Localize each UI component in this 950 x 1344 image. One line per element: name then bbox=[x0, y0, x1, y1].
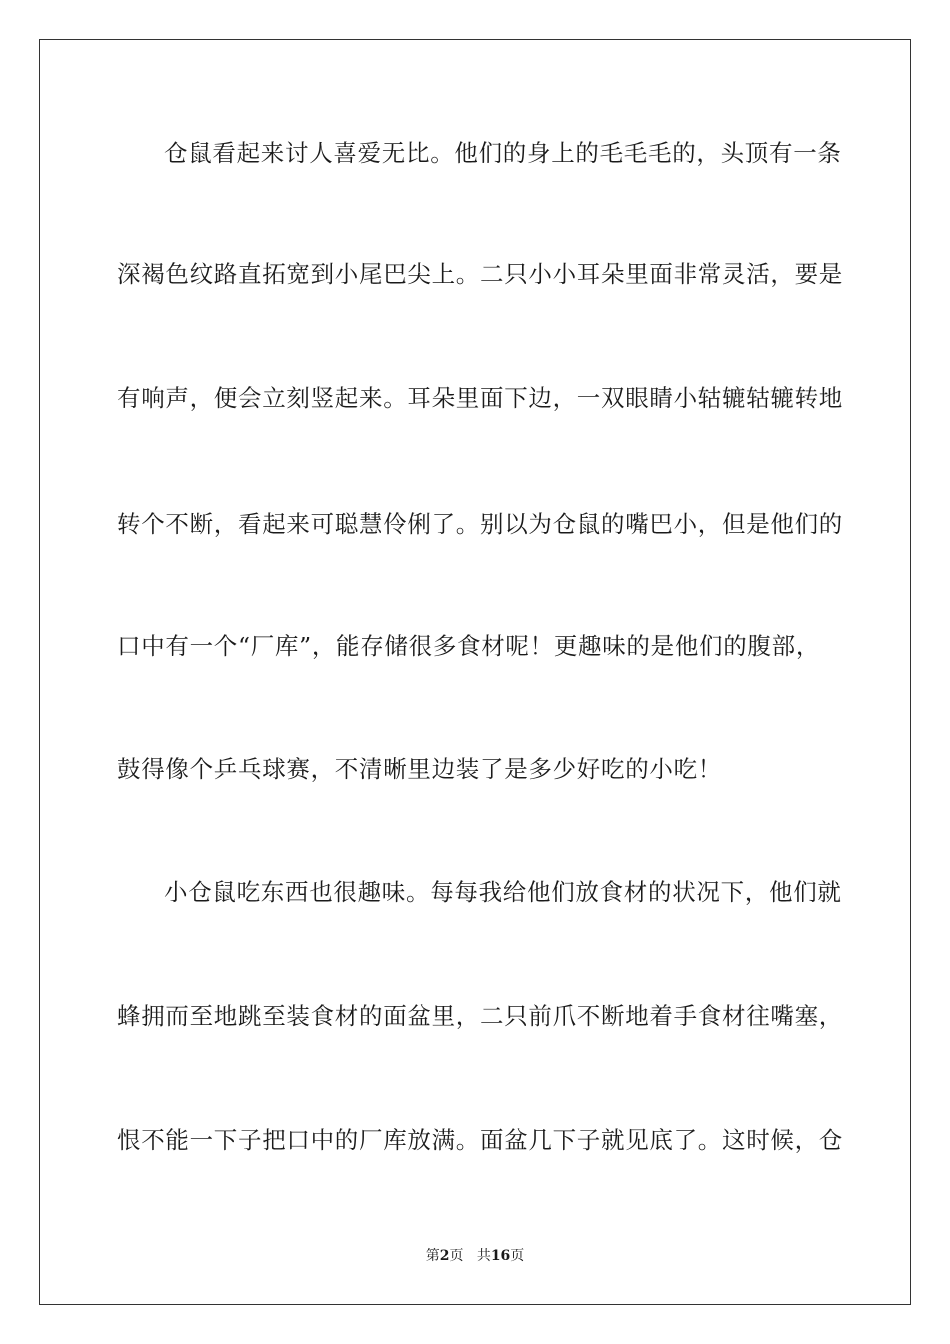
paragraph-1-line-5: 口中有一个“厂库”，能存储很多食材呢！更趣味的是他们的腹部， bbox=[117, 632, 821, 660]
paragraph-1-line-4: 转个不断，看起来可聪慧伶俐了。别以为仓鼠的嘴巴小，但是他们的 bbox=[117, 510, 843, 538]
paragraph-1-line-2: 深褐色纹路直拓宽到小尾巴尖上。二只小小耳朵里面非常灵活，要是 bbox=[117, 260, 843, 288]
total-prefix: 共 bbox=[476, 1248, 491, 1264]
paragraph-1-line-6: 鼓得像个乒乓球赛，不清晰里边装了是多少好吃的小吃！ bbox=[117, 755, 722, 783]
paragraph-1-line-1: 仓鼠看起来讨人喜爱无比。他们的身上的毛毛毛的，头顶有一条 bbox=[164, 139, 842, 167]
paragraph-2-line-2: 蜂拥而至地跳至装食材的面盆里，二只前爪不断地着手食材往嘴塞， bbox=[117, 1002, 843, 1030]
page-footer bbox=[0, 1246, 950, 1266]
page-prefix: 第 bbox=[425, 1248, 440, 1264]
page-border bbox=[39, 39, 911, 1305]
page-suffix: 页 bbox=[449, 1248, 464, 1264]
paragraph-2-line-1: 小仓鼠吃东西也很趣味。每每我给他们放食材的状况下，他们就 bbox=[164, 878, 842, 906]
paragraph-1-line-3: 有响声，便会立刻竖起来。耳朵里面下边，一双眼睛小轱辘轱辘转地 bbox=[117, 384, 843, 412]
paragraph-2-line-3: 恨不能一下子把口中的厂库放满。面盆几下子就见底了。这时候，仓 bbox=[117, 1126, 843, 1154]
page-number: 2 bbox=[439, 1248, 450, 1264]
total-pages: 16 bbox=[490, 1248, 511, 1264]
total-suffix: 页 bbox=[510, 1248, 525, 1264]
